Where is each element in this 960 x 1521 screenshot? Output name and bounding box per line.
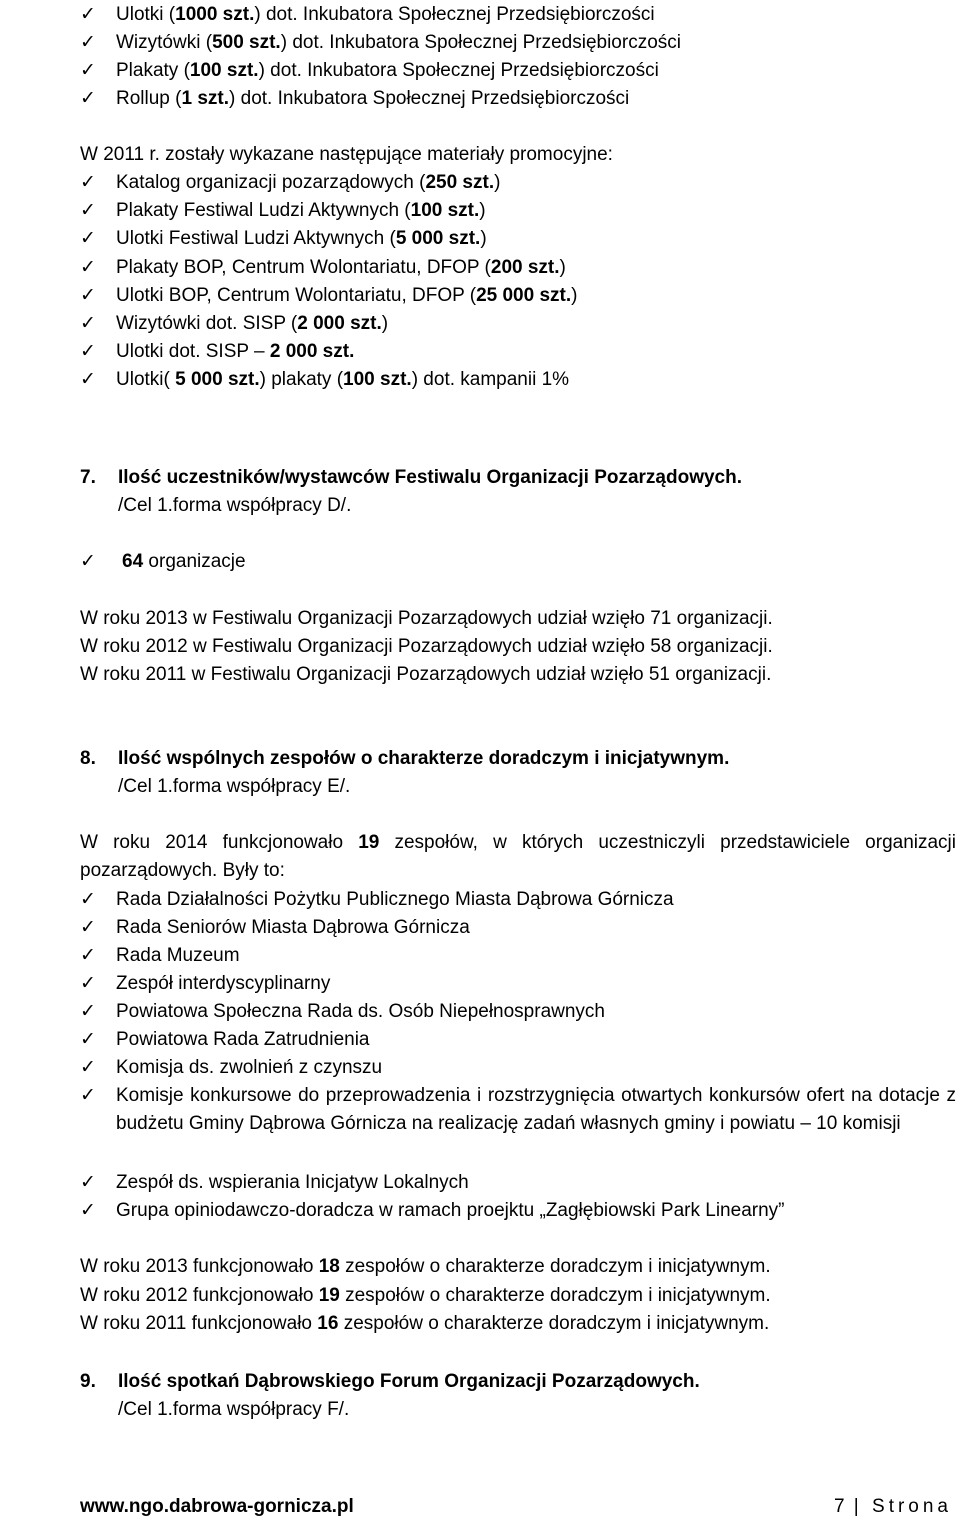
section-8-title: Ilość wspólnych zespołów o charakterze doradczym i inicjatywnym. [118, 748, 730, 769]
team-item: Zespół interdyscyplinarny [116, 973, 331, 994]
section-7-title: Ilość uczestników/wystawców Festiwalu Organizacji Pozarządowych. [118, 467, 743, 488]
teams-2014-paragraph: W roku 2014 funkcjonowało 19 zespołów, w których uczestniczyli przedstawiciele organizacji pozarządowych. Były to: [80, 832, 957, 881]
team-item: Rada Muzeum [116, 945, 240, 966]
checkmark-icon: ✓ [80, 1172, 96, 1193]
checkmark-icon: ✓ [80, 945, 96, 966]
checkmark-icon: ✓ [80, 313, 96, 334]
list-item: Ulotki BOP, Centrum Wolontariatu, DFOP (25 000 szt.) [116, 285, 578, 306]
list-item: Plakaty Festiwal Ludzi Aktywnych (100 szt.) [116, 200, 486, 221]
list-item: Wizytówki (500 szt.) dot. Inkubatora Społecznej Przedsiębiorczości [116, 32, 681, 53]
checkmark-icon: ✓ [80, 1001, 96, 1022]
festival-2012: W roku 2012 w Festiwalu Organizacji Pozarządowych udział wzięło 58 organizacji. [80, 636, 773, 657]
section-9-number: 9. [80, 1371, 96, 1392]
checkmark-icon: ✓ [80, 60, 96, 81]
section-7-goal: /Cel 1.forma współpracy D/. [118, 495, 352, 516]
section-7-number: 7. [80, 467, 96, 488]
list-item: Rollup (1 szt.) dot. Inkubatora Społecznej Przedsiębiorczości [116, 88, 630, 109]
checkmark-icon: ✓ [80, 88, 96, 109]
team-item: Komisje konkursowe do przeprowadzenia i rozstrzygnięcia otwartych konkursów ofert na dotacje z budżetu Gminy Dąbrowa Górnicza na realizację zadań własnych gminy i powiatu – 10 komisji [116, 1085, 956, 1134]
list-item: Plakaty (100 szt.) dot. Inkubatora Społecznej Przedsiębiorczości [116, 60, 659, 81]
teams-2011: W roku 2011 funkcjonowało 16 zespołów o charakterze doradczym i inicjatywnym. [80, 1313, 770, 1334]
footer-url[interactable]: www.ngo.dabrowa-gornicza.pl [80, 1496, 354, 1517]
intro-2011: W 2011 r. zostały wykazane następujące materiały promocyjne: [80, 144, 613, 165]
list-item: Katalog organizacji pozarządowych (250 szt.) [116, 172, 501, 193]
checkmark-icon: ✓ [80, 172, 96, 193]
list-item: Ulotki Festiwal Ludzi Aktywnych (5 000 szt.) [116, 228, 487, 249]
teams-2013: W roku 2013 funkcjonowało 18 zespołów o charakterze doradczym i inicjatywnym. [80, 1256, 771, 1277]
page-number: 7 | Strona [833, 1496, 952, 1517]
section-9-goal: /Cel 1.forma współpracy F/. [118, 1399, 350, 1420]
checkmark-icon: ✓ [80, 917, 96, 938]
team-item: Rada Seniorów Miasta Dąbrowa Górnicza [116, 917, 470, 938]
list-item: Ulotki (1000 szt.) dot. Inkubatora Społecznej Przedsiębiorczości [116, 4, 655, 25]
section-9-title: Ilość spotkań Dąbrowskiego Forum Organizacji Pozarządowych. [118, 1371, 700, 1392]
list-item: Wizytówki dot. SISP (2 000 szt.) [116, 313, 389, 334]
team-item: Zespół ds. wspierania Inicjatyw Lokalnych [116, 1172, 469, 1193]
list-item: Ulotki dot. SISP – 2 000 szt. [116, 341, 355, 362]
team-item: Komisja ds. zwolnień z czynszu [116, 1057, 383, 1078]
festival-2011: W roku 2011 w Festiwalu Organizacji Pozarządowych udział wzięło 51 organizacji. [80, 664, 772, 685]
section-8-number: 8. [80, 748, 96, 769]
team-item: Grupa opiniodawczo-doradcza w ramach proejktu „Zagłębiowski Park Linearny” [116, 1200, 785, 1221]
checkmark-icon: ✓ [80, 1200, 96, 1221]
team-item: Powiatowa Rada Zatrudnienia [116, 1029, 370, 1050]
checkmark-icon: ✓ [80, 1029, 96, 1050]
section-8-goal: /Cel 1.forma współpracy E/. [118, 776, 351, 797]
organizations-count: 64 organizacje [122, 551, 246, 572]
checkmark-icon: ✓ [80, 257, 96, 278]
team-item: Rada Działalności Pożytku Publicznego Miasta Dąbrowa Górnicza [116, 889, 674, 910]
checkmark-icon: ✓ [80, 1085, 96, 1106]
teams-2012: W roku 2012 funkcjonowało 19 zespołów o charakterze doradczym i inicjatywnym. [80, 1285, 771, 1306]
checkmark-icon: ✓ [80, 551, 96, 572]
checkmark-icon: ✓ [80, 228, 96, 249]
checkmark-icon: ✓ [80, 889, 96, 910]
checkmark-icon: ✓ [80, 1057, 96, 1078]
checkmark-icon: ✓ [80, 4, 96, 25]
checkmark-icon: ✓ [80, 973, 96, 994]
checkmark-icon: ✓ [80, 32, 96, 53]
team-item: Powiatowa Społeczna Rada ds. Osób Niepełnosprawnych [116, 1001, 605, 1022]
checkmark-icon: ✓ [80, 285, 96, 306]
list-item: Ulotki( 5 000 szt.) plakaty (100 szt.) dot. kampanii 1% [116, 369, 570, 390]
checkmark-icon: ✓ [80, 369, 96, 390]
list-item: Plakaty BOP, Centrum Wolontariatu, DFOP (200 szt.) [116, 257, 566, 278]
checkmark-icon: ✓ [80, 341, 96, 362]
festival-2013: W roku 2013 w Festiwalu Organizacji Pozarządowych udział wzięło 71 organizacji. [80, 608, 773, 629]
checkmark-icon: ✓ [80, 200, 96, 221]
